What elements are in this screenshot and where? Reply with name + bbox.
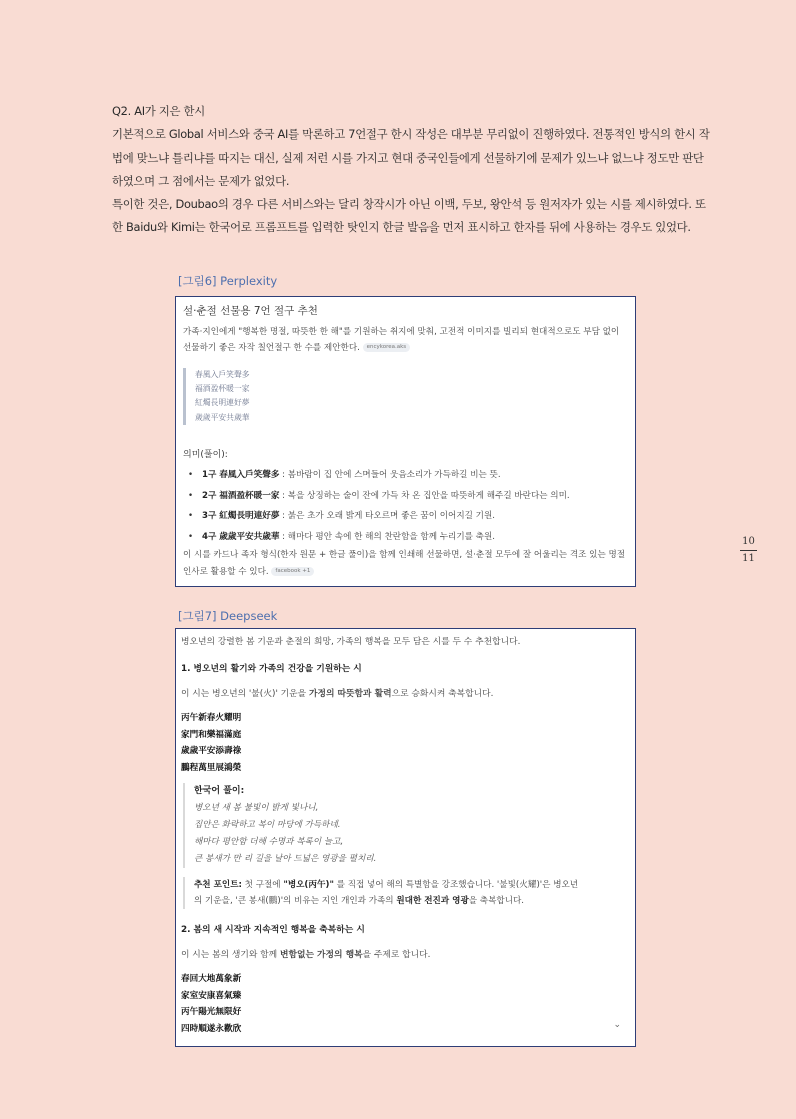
deepseek-screenshot <box>175 628 636 1047</box>
section1-desc-bold: 가정의 따뜻함과 활력 <box>308 689 392 699</box>
note-a: 첫 구절에 <box>241 880 284 890</box>
translation-line-3: 해마다 평안함 더해 수명과 복록이 늘고, <box>194 837 344 847</box>
perplexity-intro-text: 가족·지인에게 "행복한 명절, 따뜻한 한 해"를 기원하는 취지에 맞춰, 고전적 이미지를 빌리되 현대적으로도 부담 없이 선물하기 좋은 자작 칠언절구 한 수를 제안한다. <box>183 327 620 353</box>
page-number-current: 10 <box>742 536 755 547</box>
poem1-line-3: 歲歲平安添壽祿 <box>181 746 242 756</box>
meaning-text: : 해마다 평안 속에 한 해의 찬란함을 함께 누리기를 축원. <box>279 531 496 542</box>
meaning-label: 2구 福酒盈杯暖一家 <box>202 490 280 501</box>
note-d: 의 기운을, '큰 봉새(鵬)'의 비유는 지인 개인과 가족의 <box>194 896 397 906</box>
paragraph-2: 특이한 것은, Doubao의 경우 다른 서비스와는 달리 창작시가 아닌 이백, 두보, 왕안석 등 원저자가 있는 시를 제시하였다. 또한 Baidu와 Kimi는 한국어로 프롬프트를 입력한 탓인지 한글 발음을 먼저 표시하고 한자를 뒤에 사용하는 경우도 있었다. <box>112 197 706 235</box>
meaning-text: : 봄바람이 집 안에 스며들어 웃음소리가 가득하길 비는 뜻. <box>279 470 501 480</box>
poem1-block <box>181 710 241 776</box>
section1-desc-a: 이 시는 병오년의 '불(火)' 기운을 <box>181 689 309 699</box>
meaning-label: 3구 紅燭長明連好夢 <box>202 511 280 521</box>
deepseek-intro: 병오년의 강렬한 봄 기운과 춘절의 희망, 가족의 행복을 모두 담은 시를 두 수 추천합니다. <box>181 637 521 647</box>
perplexity-screenshot <box>175 296 636 587</box>
section1-desc <box>181 686 493 699</box>
poem1-line-4: 鵬程萬里展鴻榮 <box>181 762 242 773</box>
page-number-total: 11 <box>742 553 755 564</box>
meaning-label: 4구 歲歲平安共歲華 <box>202 531 280 542</box>
note-label: 추천 포인트: <box>194 880 242 890</box>
meaning-text: : 붉은 초가 오래 밝게 타오르며 좋은 꿈이 이어지길 기원. <box>279 511 496 521</box>
note-e: 원대한 전진과 영광 <box>396 896 469 906</box>
translation-line-1: 병오년 새 봄 불빛이 밝게 빛나니, <box>194 803 319 813</box>
source-tag[interactable]: facebook +1 <box>271 567 314 576</box>
page-number-divider <box>740 550 757 551</box>
note-line-2 <box>194 893 578 909</box>
translation-quote <box>183 783 376 868</box>
meaning-text: : 복을 상징하는 술이 잔에 가득 차 온 집안을 따뜻하게 해주길 바란다는 의미. <box>279 490 570 501</box>
poem2-line-1: 春回大地萬象新 <box>181 974 242 984</box>
section-heading: Q2. AI가 지은 한시 <box>112 104 205 118</box>
translation-line-4: 큰 봉새가 만 리 길을 날아 드넓은 영광을 펼치리. <box>194 854 377 864</box>
perplexity-outro-text: 이 시를 카드나 족자 형식(한자 원문 + 한글 풀이)을 함께 인쇄해 선물하면, 설·춘절 모두에 잘 어울리는 격조 있는 명절 인사로 활용할 수 있다. <box>183 550 626 577</box>
section2-desc-bold: 변함없는 가정의 행복 <box>279 950 363 960</box>
note-b: "병오(丙午)" <box>283 880 334 890</box>
translation-line-2: 집안은 화락하고 복이 마당에 가득하네. <box>194 820 341 830</box>
note-f: 을 축복합니다. <box>468 896 525 906</box>
meaning-item <box>183 527 633 548</box>
poem2-line-3: 丙午陽光無限好 <box>181 1007 242 1017</box>
figure7-caption: [그림7] Deepseek <box>178 609 278 623</box>
section2-desc <box>181 947 430 960</box>
meaning-item <box>183 486 633 507</box>
section1-heading: 1. 병오년의 활기와 가족의 건강을 기원하는 시 <box>181 664 362 674</box>
figure6-caption: [그림6] Perplexity <box>178 274 278 288</box>
section2-desc-c: 을 주제로 합니다. <box>362 950 431 960</box>
poem1-line-1: 丙午新春火耀明 <box>181 713 242 723</box>
body-text <box>112 100 712 240</box>
poem-line-3: 紅燭長明連好夢 <box>195 398 250 408</box>
meaning-item <box>183 465 633 486</box>
meaning-label: 1구 春風入戶笑聲多 <box>202 470 280 480</box>
section2-desc-a: 이 시는 봄의 생기와 함께 <box>181 950 280 960</box>
poem-line-1: 春風入戶笑聲多 <box>195 370 250 379</box>
perplexity-title: 설·춘절 선물용 7언 절구 추천 <box>183 305 318 317</box>
meaning-list <box>183 465 633 547</box>
poem1-line-2: 家門和樂福滿庭 <box>181 729 242 740</box>
note-c: 를 직접 넣어 해의 특별함을 강조했습니다. '불빛(火耀)'은 병오년 <box>333 880 579 890</box>
perplexity-outro <box>183 547 633 580</box>
recommendation-note <box>183 877 578 909</box>
translation-heading: 한국어 풀이: <box>194 786 245 796</box>
poem2-line-2: 家室安康喜氣臻 <box>181 990 242 1001</box>
poem-line-2: 福酒盈杯暖一家 <box>195 384 250 394</box>
meaning-item <box>183 506 633 527</box>
perplexity-intro <box>183 324 623 356</box>
poem2-block <box>181 971 241 1037</box>
source-tag[interactable]: encykorea.aks <box>363 343 411 352</box>
paragraph-1: 기본적으로 Global 서비스와 중국 AI를 막론하고 7언절구 한시 작성은 대부분 무리없이 진행하였다. 전통적인 방식의 한시 작법에 맞느냐 틀리냐를 따지는 대신, 실제 저런 시를 가지고 현대 중국인들에게 선물하기에 문제가 있느냐 없느냐 정도만 판단하였으며 그 점에서는 문제가 없었다. <box>112 127 710 188</box>
chevron-down-icon[interactable]: ⌄ <box>613 1020 621 1030</box>
poem-line-4: 歲歲平安共歲華 <box>195 412 250 422</box>
section1-desc-c: 으로 승화시켜 축복합니다. <box>391 689 494 699</box>
meaning-heading: 의미(풀이): <box>183 450 228 460</box>
section2-heading: 2. 봄의 새 시작과 지속적인 행복을 축복하는 시 <box>181 925 365 935</box>
note-line-1 <box>194 877 578 893</box>
poem2-line-4: 四時順遂永歡欣 <box>181 1023 242 1034</box>
poem-block <box>183 368 250 425</box>
